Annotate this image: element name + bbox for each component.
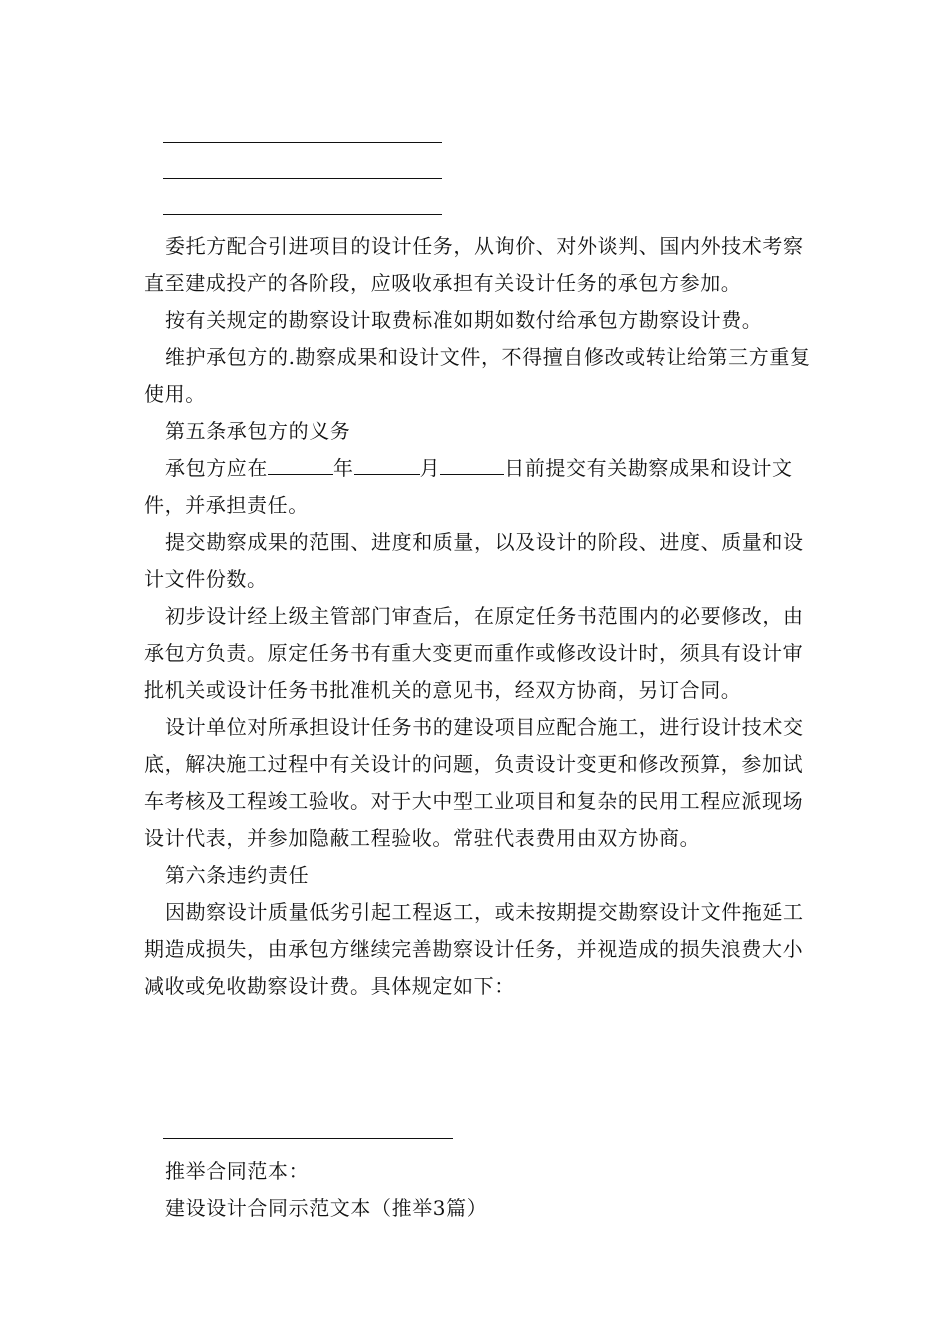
blank-line xyxy=(163,178,442,179)
paragraph: 委托方配合引进项目的设计任务，从询价、对外谈判、国内外技术考察直至建成投产的各阶段，应吸收承担有关设计任务的承包方参加。 xyxy=(144,234,804,295)
deadline-prefix: 承包方应在 xyxy=(165,456,268,480)
paragraph-deadline xyxy=(144,450,812,524)
month-blank xyxy=(354,454,420,475)
paragraph: 按有关规定的勘察设计取费标准如期如数付给承包方勘察设计费。 xyxy=(165,308,763,332)
paragraph: 初步设计经上级主管部门审查后，在原定任务书范围内的必要修改，由承包方负责。原定任务书有重大变更而重作或修改设计时，须具有设计审批机关或设计任务书批准机关的意见书，经双方协商，另订合同。 xyxy=(144,604,804,702)
deadline-suffix: 日前提交有关勘察成果和设计文件，并承担责任。 xyxy=(144,456,793,517)
blank-line xyxy=(163,1138,453,1139)
month-label: 月 xyxy=(419,456,441,480)
contract-body xyxy=(144,228,812,1005)
recommended-section xyxy=(165,1153,487,1227)
recommended-heading: 推举合同范本： xyxy=(165,1159,310,1183)
blank-line xyxy=(163,214,442,215)
recommended-link[interactable]: 建设设计合同示范文本（推举3篇） xyxy=(165,1196,488,1220)
section-heading: 第五条承包方的义务 xyxy=(165,419,351,443)
day-blank xyxy=(440,454,504,475)
paragraph: 维护承包方的.勘察成果和设计文件，不得擅自修改或转让给第三方重复使用。 xyxy=(144,345,811,406)
paragraph: 因勘察设计质量低劣引起工程返工，或未按期提交勘察设计文件拖延工期造成损失，由承包方继续完善勘察设计任务，并视造成的损失浪费大小减收或免收勘察设计费。具体规定如下： xyxy=(144,900,804,998)
paragraph: 提交勘察成果的范围、进度和质量，以及设计的阶段、进度、质量和设计文件份数。 xyxy=(144,530,804,591)
year-blank xyxy=(268,454,333,475)
paragraph: 设计单位对所承担设计任务书的建设项目应配合施工，进行设计技术交底，解决施工过程中有关设计的问题，负责设计变更和修改预算，参加试车考核及工程竣工验收。对于大中型工业项目和复杂的民用工程应派现场设计代表，并参加隐蔽工程验收。常驻代表费用由双方协商。 xyxy=(144,715,804,850)
blank-line xyxy=(163,142,442,143)
year-label: 年 xyxy=(333,456,354,480)
section-heading: 第六条违约责任 xyxy=(165,863,310,887)
